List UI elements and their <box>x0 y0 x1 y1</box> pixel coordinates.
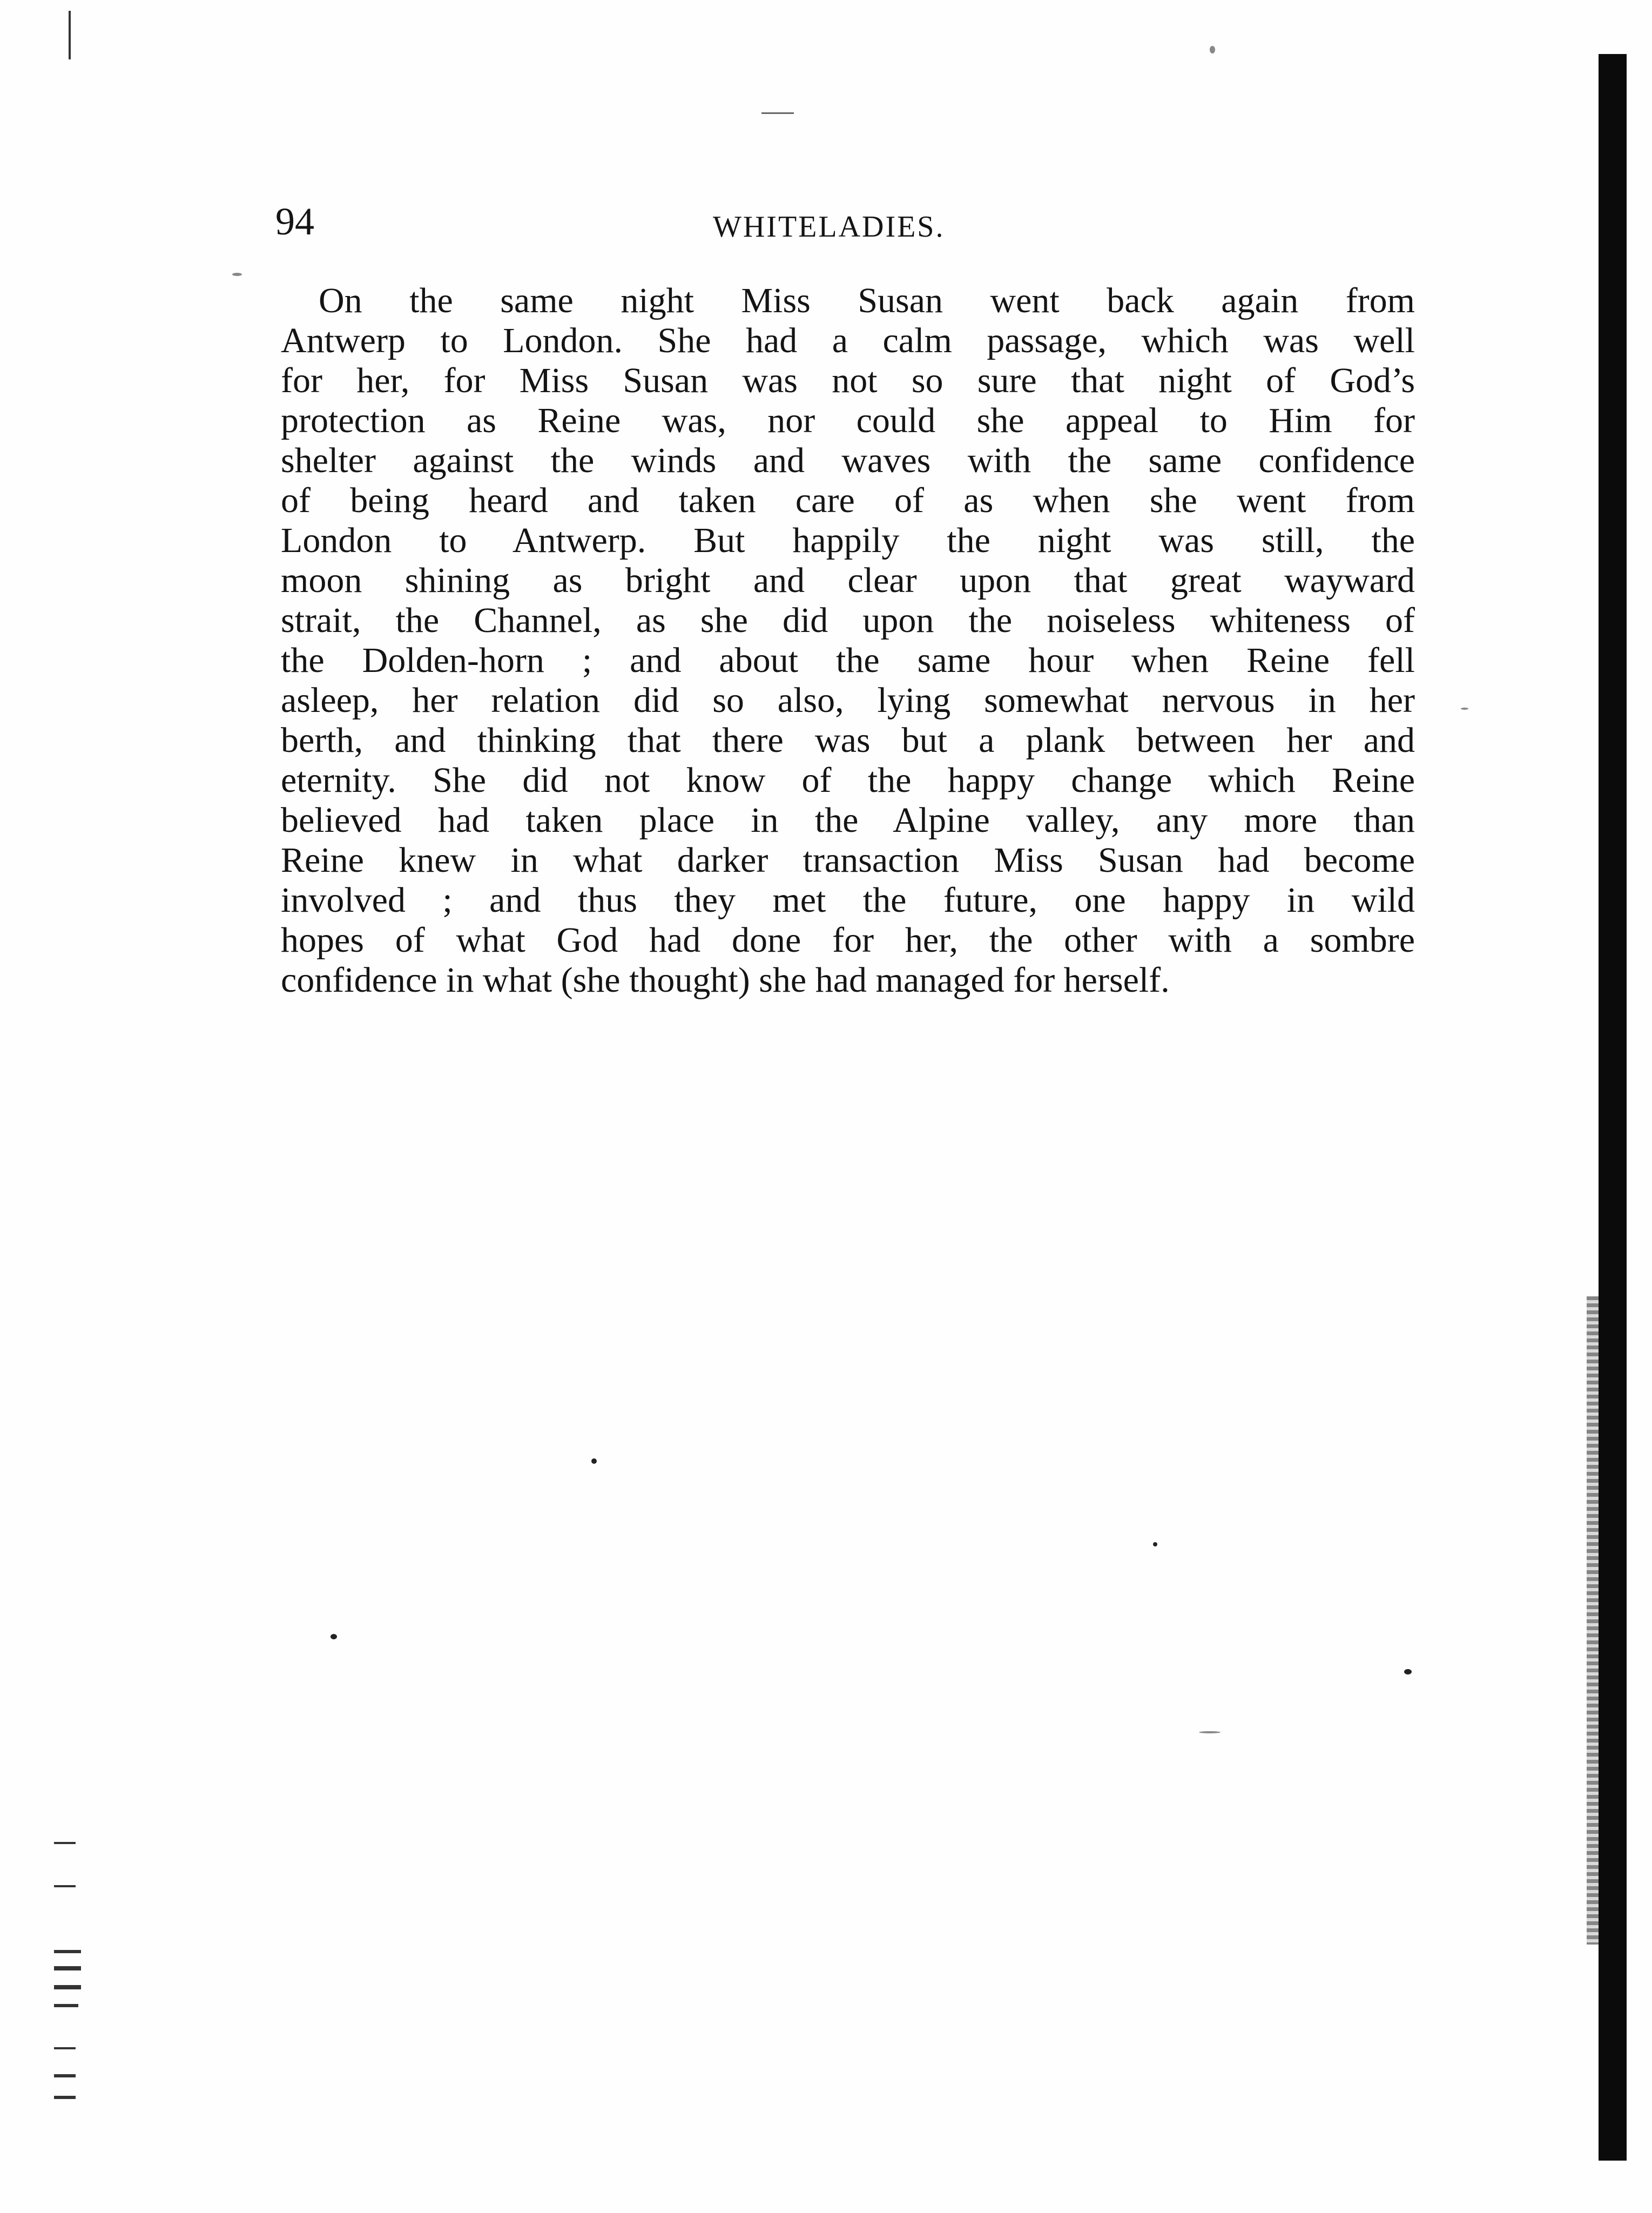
scan-speck <box>1404 1669 1412 1674</box>
scan-speck <box>1153 1542 1157 1546</box>
scan-speck <box>1461 708 1468 710</box>
text-line: shelter against the winds and waves with the same confidence <box>281 441 1415 480</box>
text-line: of being heard and taken care of as when she went from <box>281 481 1415 520</box>
text-line: hopes of what God had done for her, the other with a sombre <box>281 920 1415 960</box>
page-number: 94 <box>275 200 314 243</box>
text-line: protection as Reine was, nor could she appeal to Him for <box>281 401 1415 440</box>
text-line: for her, for Miss Susan was not so sure that night of God’s <box>281 361 1415 400</box>
text-line: the Dolden-horn ; and about the same hour when Reine fell <box>281 641 1415 680</box>
scan-speck <box>591 1458 597 1464</box>
scan-edge-shadow <box>1599 54 1627 2161</box>
text-line: Reine knew in what darker transaction Miss Susan had become <box>281 840 1415 880</box>
scan-speck <box>331 1634 337 1639</box>
running-title: WHITELADIES. <box>713 210 945 244</box>
text-line: believed had taken place in the Alpine valley, any more than <box>281 801 1415 840</box>
text-line: London to Antwerp. But happily the night was still, the <box>281 521 1415 560</box>
scan-speck <box>232 273 242 276</box>
text-line: strait, the Channel, as she did upon the noiseless whiteness of <box>281 601 1415 640</box>
text-line: Antwerp to London. She had a calm passage, which was well <box>281 321 1415 360</box>
scan-speck <box>1199 1731 1221 1733</box>
text-line: berth, and thinking that there was but a plank between her and <box>281 721 1415 760</box>
text-line: confidence in what (she thought) she had managed for herself. <box>281 960 1170 1000</box>
scan-speck <box>1210 46 1215 53</box>
body-paragraph <box>281 281 1415 1000</box>
text-line: eternity. She did not know of the happy change which Reine <box>281 761 1415 800</box>
scan-margin-marks <box>54 1842 86 2112</box>
scan-margin-rule <box>69 11 71 59</box>
scan-dash-mark <box>761 112 794 114</box>
text-line: moon shining as bright and clear upon that great wayward <box>281 561 1415 600</box>
text-line: asleep, her relation did so also, lying somewhat nervous in her <box>281 681 1415 720</box>
text-line: On the same night Miss Susan went back again from <box>319 281 1415 320</box>
text-line: involved ; and thus they met the future, one happy in wild <box>281 880 1415 920</box>
